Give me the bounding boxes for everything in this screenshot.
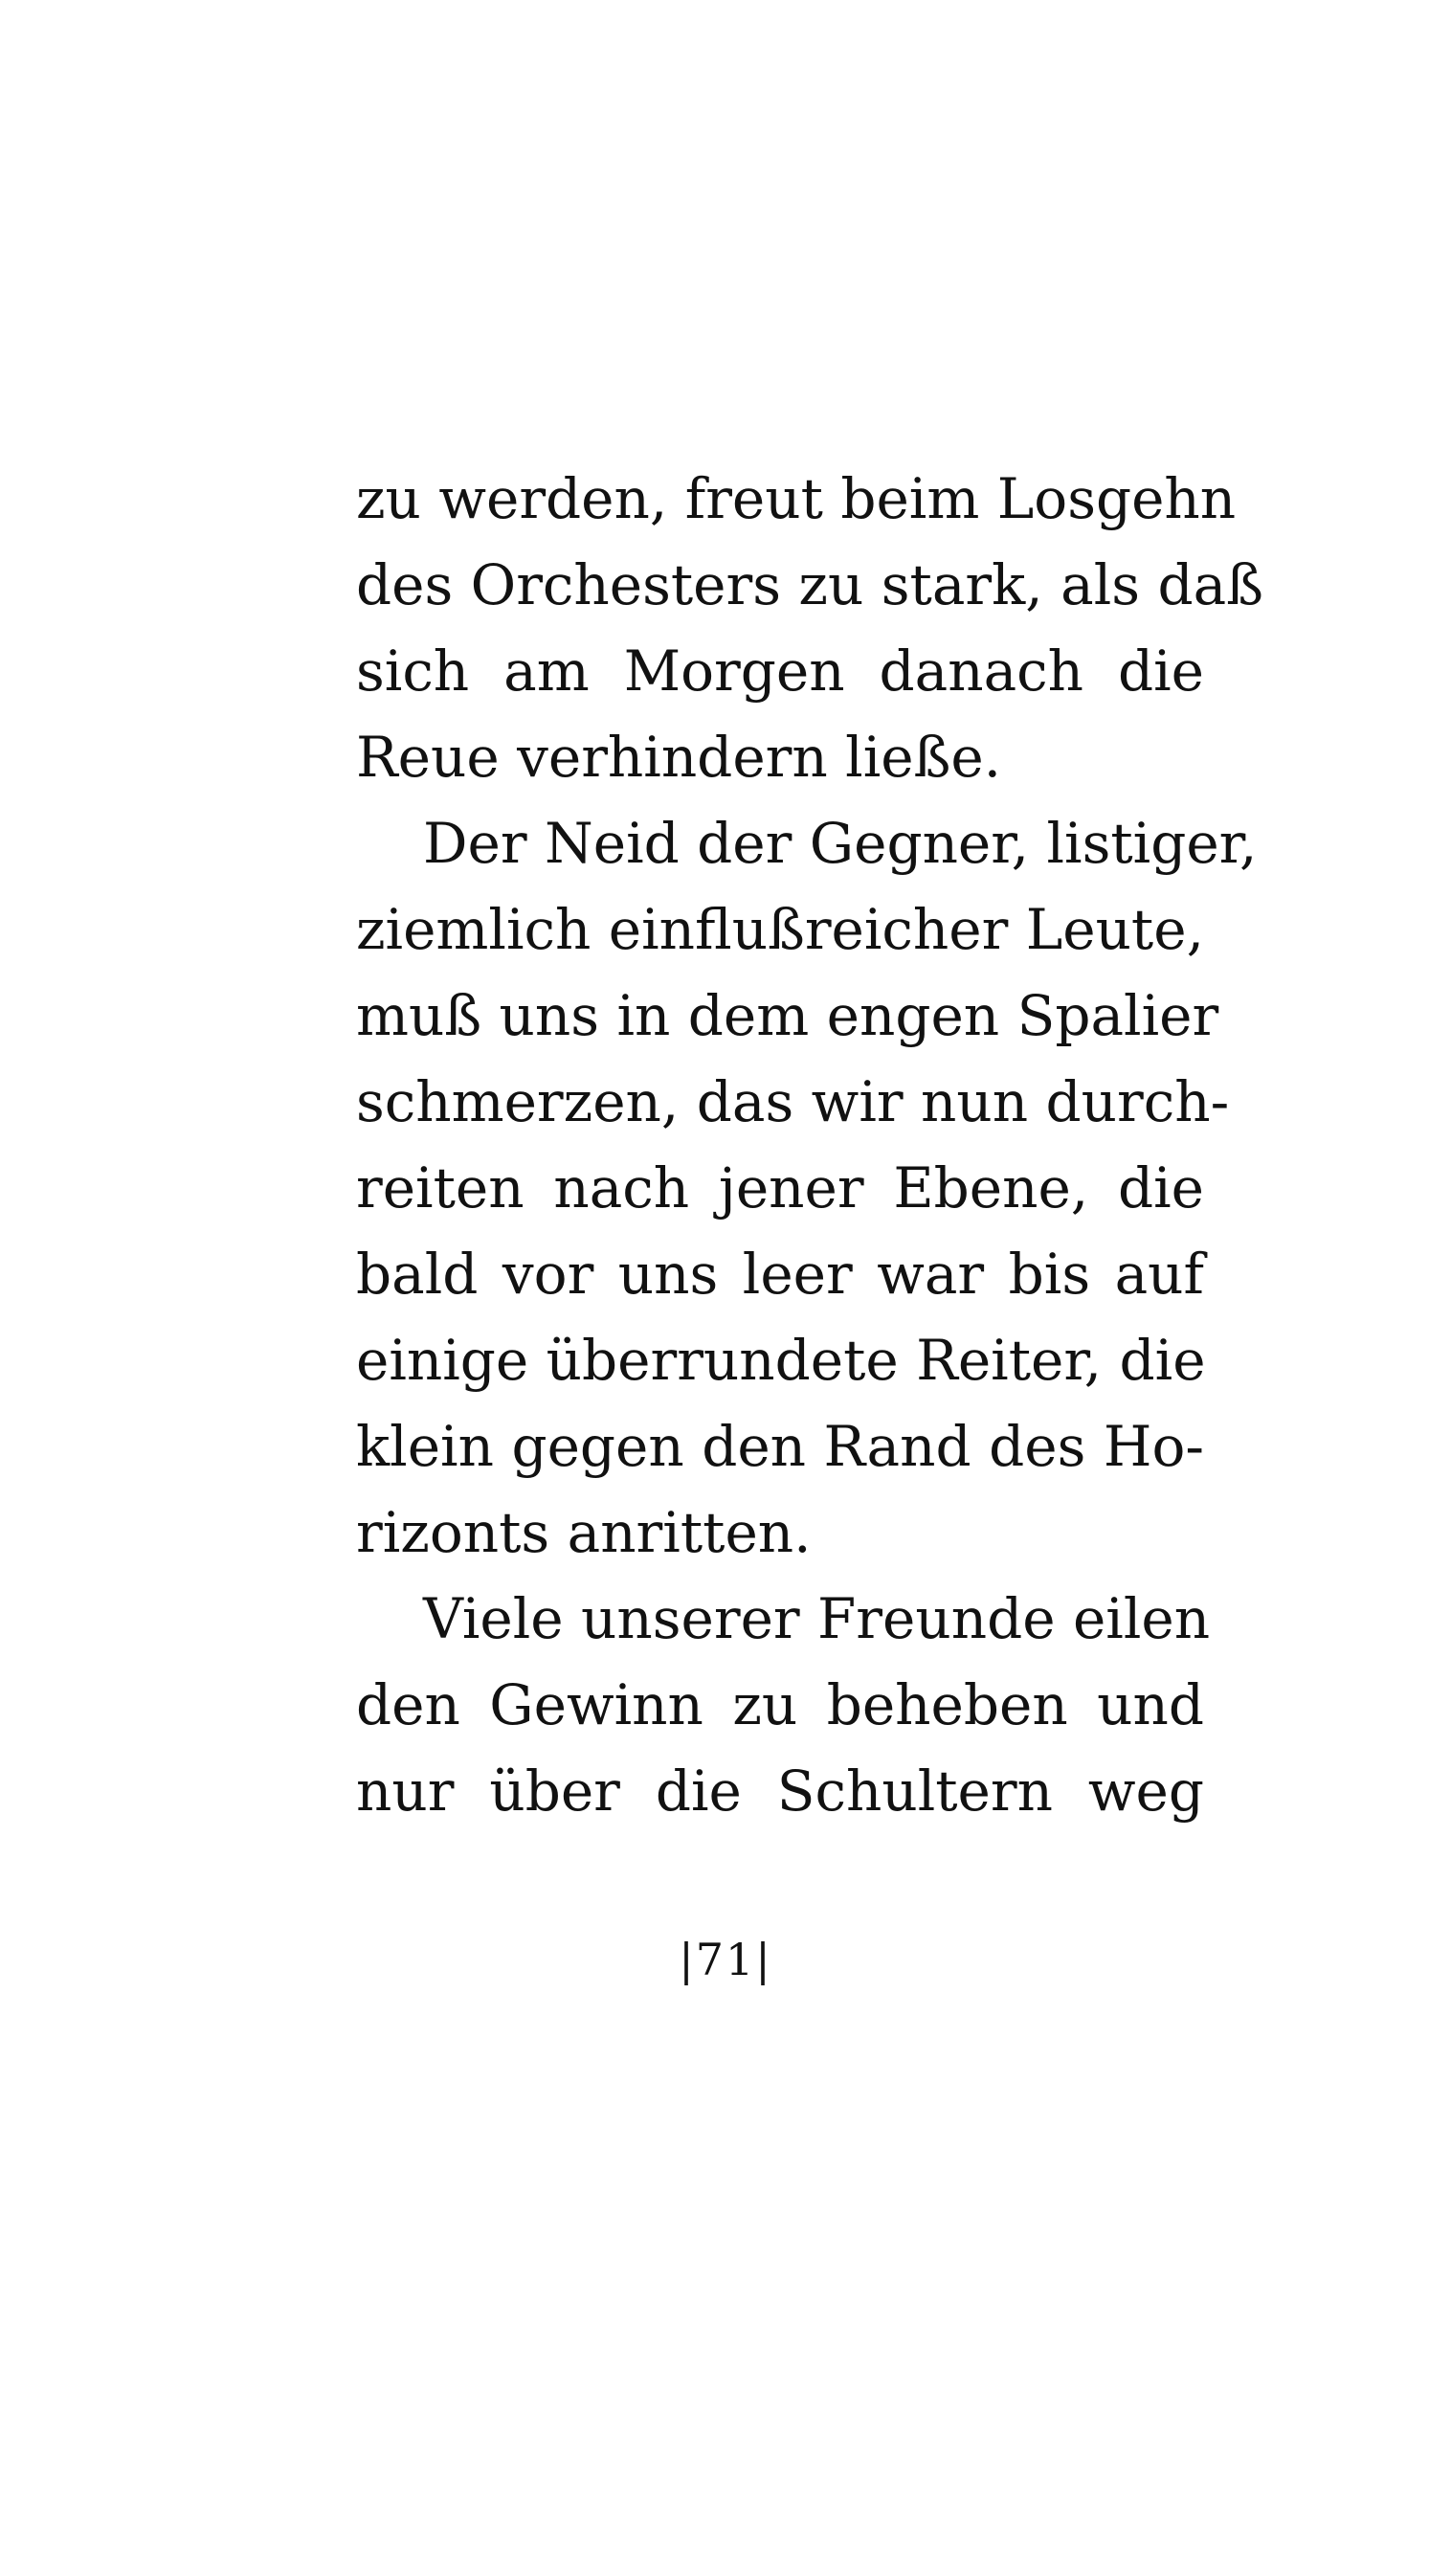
text-line: bald vor uns leer war bis auf (356, 1242, 1204, 1307)
text-line: klein gegen den Rand des Ho- (356, 1414, 1204, 1479)
text-line: schmerzen, das wir nun durch- (356, 1069, 1230, 1134)
paragraph (356, 456, 1263, 800)
text-line: Reue verhindern ließe. (356, 725, 1002, 790)
text-line: muß uns in dem engen Spalier (356, 983, 1219, 1048)
text-line: nur über die Schultern weg (356, 1758, 1204, 1824)
text-line: rizonts anritten. (356, 1500, 812, 1565)
page-number: |71| (679, 1934, 772, 1985)
text-line: des Orchesters zu stark, als daß (356, 552, 1263, 617)
text-line: Viele unserer Freunde eilen (423, 1586, 1211, 1651)
text-line: sich am Morgen danach die (356, 638, 1204, 704)
text-line: zu werden, freut beim Losgehn (356, 466, 1237, 531)
paragraph (356, 800, 1258, 1576)
text-line: reiten nach jener Ebene, die (356, 1155, 1204, 1221)
text-line: den Gewinn zu beheben und (356, 1672, 1204, 1737)
paragraph (356, 1576, 1211, 1834)
text-line: einige überrundete Reiter, die (356, 1328, 1206, 1393)
body-text (356, 456, 1263, 1834)
text-line: ziemlich einflußreicher Leute, (356, 897, 1205, 962)
text-line: Der Neid der Gegner, listiger, (423, 811, 1258, 876)
